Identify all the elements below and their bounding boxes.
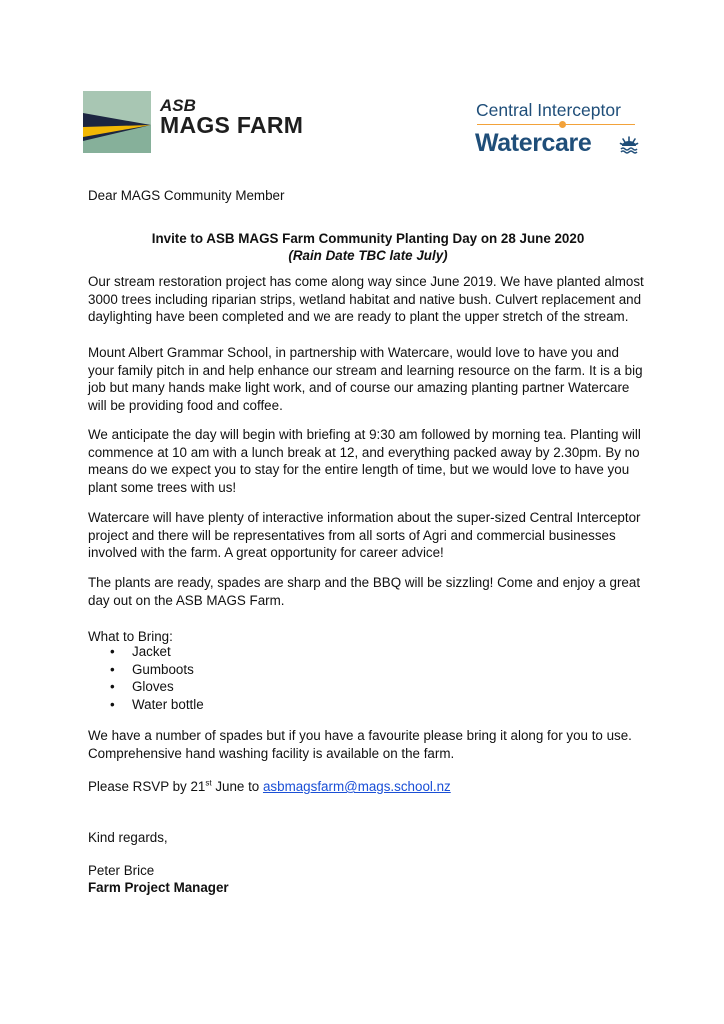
paragraph-plants-ready: The plants are ready, spades are sharp and the BBQ will be sizzling! Come and enjoy a great day out on the ASB MAGS Farm. bbox=[88, 575, 641, 608]
paragraph-project-progress: Our stream restoration project has come along way since June 2019. We have planted almost 3000 trees including riparian strips, wetland habitat and native bush. Culvert replacement and daylighting have been completed and we are ready to plant the upper stretch of the stream. bbox=[88, 274, 644, 325]
watercare-logo-line1: Central Interceptor bbox=[476, 100, 621, 120]
watercare-logo-divider bbox=[477, 124, 635, 125]
asb-logo-line2: MAGS FARM bbox=[160, 112, 304, 138]
paragraph-partnership: Mount Albert Grammar School, in partnership with Watercare, would love to have you and your family pitch in and help enhance our stream and learning resource on the farm. It is a big job but many hands make light work, and of course our amazing planting partner Watercare will be providing food and coffee. bbox=[88, 345, 643, 413]
sunrise-wave-icon bbox=[619, 134, 639, 154]
asb-mags-farm-logo bbox=[83, 91, 313, 153]
watercare-logo-dot bbox=[559, 121, 566, 128]
list-item: • Jacket bbox=[110, 644, 171, 659]
date-ordinal-suffix: st bbox=[205, 778, 212, 788]
paragraph-schedule: We anticipate the day will begin with briefing at 9:30 am followed by morning tea. Planting will commence at 10 am with a lunch break at 12, and everything packed away by 2.30pm. By no means do we expect you to stay for the entire length of time, but we would love to have you plant some trees with us! bbox=[88, 427, 641, 495]
invitation-title-main: Invite to ASB MAGS Farm Community Planting Day on 28 June 2020 bbox=[151, 231, 585, 246]
paragraph-spades-note: We have a number of spades but if you have a favourite please bring it along for you to use. Comprehensive hand washing facility is available on the farm. bbox=[88, 728, 632, 761]
what-to-bring-label: What to Bring: bbox=[88, 629, 173, 644]
watercare-logo bbox=[475, 100, 640, 166]
bullet-icon: • bbox=[110, 696, 115, 712]
bullet-icon: • bbox=[110, 661, 115, 677]
paragraph-watercare-info: Watercare will have plenty of interactive information about the super-sized Central Interceptor project and there will be representatives from all sorts of Agri and commercial businesses involved with the farm. A great opportunity for career advice! bbox=[88, 510, 641, 561]
rsvp-email-link[interactable]: asbmagsfarm@mags.school.nz bbox=[262, 779, 451, 794]
bullet-icon: • bbox=[110, 644, 115, 659]
invitation-subtitle: (Rain Date TBC late July) bbox=[288, 248, 448, 263]
what-to-bring-list bbox=[110, 643, 204, 713]
asb-mags-farm-emblem-icon bbox=[83, 91, 151, 153]
closing: Kind regards, bbox=[88, 830, 168, 845]
list-item: • Gloves bbox=[110, 679, 174, 695]
invitation-title bbox=[88, 230, 648, 264]
list-item: • Water bottle bbox=[110, 696, 204, 712]
salutation: Dear MAGS Community Member bbox=[88, 188, 285, 203]
asb-logo-line1: ASB bbox=[160, 96, 196, 115]
list-item: • Gumboots bbox=[110, 661, 194, 677]
bullet-icon: • bbox=[110, 679, 115, 695]
rsvp-line: Please RSVP by 21st June to asbmagsfarm@mags.school.nz bbox=[88, 778, 451, 794]
signature-title: Farm Project Manager bbox=[88, 880, 229, 895]
signature-name: Peter Brice bbox=[88, 863, 155, 878]
watercare-logo-line2: Watercare bbox=[475, 129, 592, 157]
